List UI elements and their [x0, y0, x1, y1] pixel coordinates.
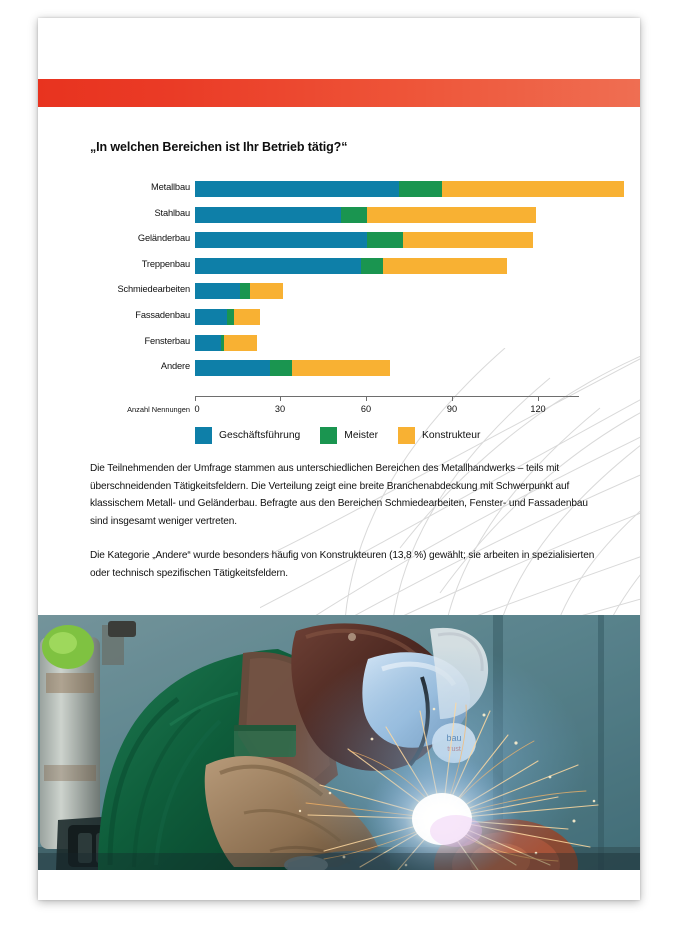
x-axis-tick-label: 60	[360, 404, 372, 414]
chart-row	[38, 306, 640, 332]
chart-row	[38, 280, 640, 306]
stacked-bar	[195, 309, 630, 325]
bar-segment-konstrukteur	[383, 258, 506, 274]
category-label: Fassadenbau	[135, 309, 190, 320]
stacked-bar	[195, 181, 630, 197]
bar-chart	[38, 178, 640, 463]
x-axis-tick	[280, 396, 281, 401]
stacked-bar	[195, 232, 630, 248]
bar-segment-meister	[270, 360, 293, 376]
bar-segment-geschaeftsfuehrung	[195, 309, 227, 325]
chart-row	[38, 204, 640, 230]
bar-segment-konstrukteur	[234, 309, 260, 325]
paragraph-1: Die Teilnehmenden der Umfrage stammen aus unterschiedlichen Bereichen des Metallhandwerks – teils mit überschneidenden Tätigkeitsfeldern. Die Verteilung zeigt eine breite Branchenabdeckung mit Schwerpunkt auf klassischem Metall- und Geländerbau. Befragte aus den Bereichen Schmiedearbeiten, Fenster- und Fassadenbau sind insgesamt weniger vertreten.	[90, 463, 588, 527]
chart-rows	[38, 178, 640, 383]
x-axis-tick	[366, 396, 367, 401]
chart-row	[38, 255, 640, 281]
stacked-bar	[195, 258, 630, 274]
bar-segment-geschaeftsfuehrung	[195, 335, 221, 351]
category-label: Andere	[160, 361, 190, 372]
body-text	[90, 460, 598, 583]
x-axis-tick	[538, 396, 539, 401]
x-axis-tick-label: 120	[530, 404, 546, 414]
chart-row	[38, 229, 640, 255]
bar-segment-meister	[399, 181, 441, 197]
bar-segment-geschaeftsfuehrung	[195, 181, 399, 197]
legend-label: Geschäftsführung	[219, 430, 301, 441]
bar-segment-meister	[240, 283, 250, 299]
bar-segment-konstrukteur	[442, 181, 624, 197]
chart-row	[38, 178, 640, 204]
legend-swatch-icon	[195, 427, 212, 444]
paragraph-2: Die Kategorie „Andere“ wurde besonders häufig von Konstrukteuren (13,8 %) gewählt; sie arbeiten in spezialisierten oder technisch spezifischen Tätigkeitsfeldern.	[90, 550, 595, 579]
bar-segment-konstrukteur	[224, 335, 256, 351]
bar-segment-konstrukteur	[367, 207, 536, 223]
category-label: Fensterbau	[144, 335, 190, 346]
x-axis-tick	[195, 396, 196, 401]
bar-segment-meister	[367, 232, 403, 248]
category-label: Metallbau	[151, 182, 190, 192]
stacked-bar	[195, 207, 630, 223]
bar-segment-meister	[361, 258, 384, 274]
legend-swatch-icon	[320, 427, 337, 444]
x-axis-line	[195, 396, 579, 397]
x-axis-tick	[452, 396, 453, 401]
legend-label: Meister	[344, 430, 379, 441]
bar-segment-meister	[227, 309, 233, 325]
bar-segment-konstrukteur	[292, 360, 389, 376]
chart-legend	[195, 427, 491, 444]
legend-swatch-icon	[398, 427, 415, 444]
bar-segment-konstrukteur	[250, 283, 282, 299]
bar-segment-geschaeftsfuehrung	[195, 258, 361, 274]
bar-segment-geschaeftsfuehrung	[195, 232, 367, 248]
x-axis-tick-label: 30	[274, 404, 286, 414]
bar-segment-geschaeftsfuehrung	[195, 207, 341, 223]
chart-row	[38, 357, 640, 383]
category-label: Stahlbau	[154, 207, 190, 218]
category-label: Geländerbau	[137, 233, 190, 244]
stacked-bar	[195, 335, 630, 351]
stacked-bar	[195, 360, 630, 376]
legend-item	[195, 427, 300, 444]
x-axis-tick-label: 90	[446, 404, 458, 414]
welder-photo	[38, 615, 640, 870]
bar-segment-geschaeftsfuehrung	[195, 360, 270, 376]
category-label: Treppenbau	[141, 258, 190, 269]
category-label: Schmiedearbeiten	[117, 284, 190, 295]
stacked-bar	[195, 283, 630, 299]
legend-label: Konstrukteur	[422, 430, 481, 441]
chart-row	[38, 332, 640, 358]
legend-item	[320, 427, 378, 444]
bar-segment-geschaeftsfuehrung	[195, 283, 240, 299]
top-banner	[38, 79, 640, 107]
legend-item	[398, 427, 480, 444]
x-axis-tick-label: 0	[194, 404, 200, 414]
document-page	[38, 18, 640, 900]
bar-segment-konstrukteur	[403, 232, 533, 248]
bar-segment-meister	[341, 207, 367, 223]
x-axis-label: Anzahl Nennungen	[127, 405, 190, 414]
page-title: „In welchen Bereichen ist Ihr Betrieb tätig?“	[90, 140, 348, 154]
